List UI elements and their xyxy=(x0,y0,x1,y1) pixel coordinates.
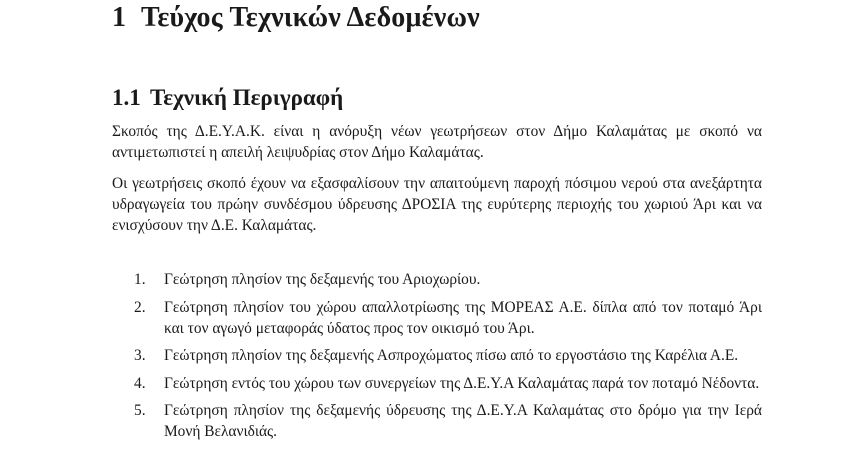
list-item xyxy=(134,373,762,394)
paragraph-objective: Οι γεωτρήσεις σκοπό έχουν να εξασφαλίσουν την απαιτούμενη παροχή πόσιμου νερού στα ανεξάρτητα υδραγωγεία του πρώην συνδέσμου ύδρευσης ΔΡΟΣΙΑ της ευρύτερης περιοχής του χωριού Άρι και να ενισχύσουν την Δ.Ε. Καλαμάτας. xyxy=(112,175,762,234)
list-item-text: Γεώτρηση πλησίον της δεξαμενής του Αριοχωρίου. xyxy=(164,271,481,288)
list-marker: 2. xyxy=(134,298,146,316)
subsection-heading xyxy=(112,85,343,111)
list-marker: 5. xyxy=(134,402,146,419)
section-title: Τεύχος Τεχνικών Δεδομένων xyxy=(141,2,480,33)
list-item xyxy=(134,345,762,366)
list-item xyxy=(134,297,762,339)
list-item-text: Γεώτρηση πλησίον της δεξαμενής ύδρευσης της Δ.Ε.Υ.Α Καλαμάτας στο δρόμο για την Ιερά Μονή Βελανιδιάς. xyxy=(164,402,762,440)
list-item xyxy=(134,400,762,442)
list-item xyxy=(134,269,762,290)
paragraph-purpose: Σκοπός της Δ.Ε.Υ.Α.Κ. είναι η ανόρυξη νέων γεωτρήσεων στον Δήμο Καλαμάτας με σκοπό να αντιμετωπιστεί η απειλή λειψυδρίας στον Δήμο Καλαμάτας. xyxy=(112,123,762,161)
subsection-number: 1.1 xyxy=(112,85,141,110)
list-marker: 1. xyxy=(134,271,146,288)
list-marker: 3. xyxy=(134,347,146,364)
list-item-text: Γεώτρηση πλησίον του χώρου απαλλοτρίωσης της ΜΟΡΕΑΣ Α.Ε. δίπλα από τον ποταμό Άρι και τον αγωγό μεταφοράς ύδατος προς τον οικισμό του Άρι. xyxy=(164,298,762,337)
section-heading xyxy=(112,2,480,34)
borehole-list xyxy=(134,269,762,449)
section-number: 1 xyxy=(112,2,127,33)
list-item-text: Γεώτρηση πλησίον της δεξαμενής Ασπροχώματος πίσω από το εργοστάσιο της Καρέλια Α.Ε. xyxy=(164,347,739,364)
subsection-title: Τεχνική Περιγραφή xyxy=(150,85,344,110)
list-marker: 4. xyxy=(134,374,146,392)
list-item-text: Γεώτρηση εντός του χώρου των συνεργείων της Δ.Ε.Υ.Α Καλαμάτας παρά τον ποταμό Νέδοντα. xyxy=(164,374,760,392)
